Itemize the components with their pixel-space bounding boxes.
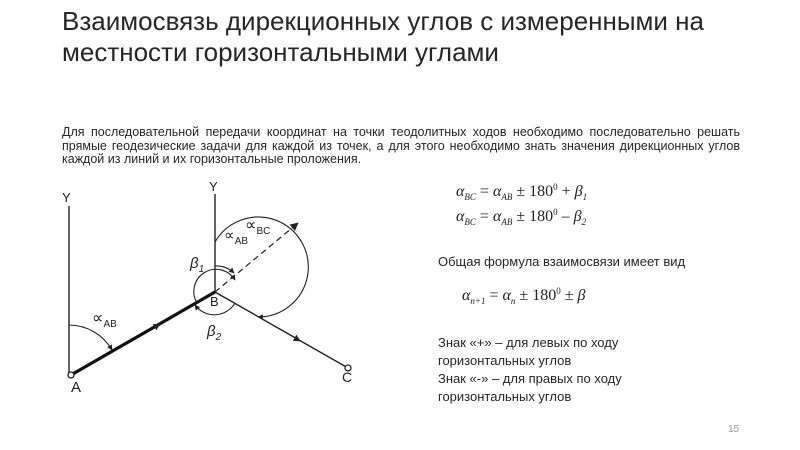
angle-alpha-bc-label: $\propto_{BC}$	[245, 217, 271, 237]
general-formula-label: Общая формула взаимосвязи имеет вид	[438, 254, 686, 269]
point-c-label: C	[342, 369, 353, 385]
formula-right-angle: $\alpha_{BC} = \alpha_{AB} \pm 180^0 - \beta_2$	[456, 207, 587, 227]
beta1-label: $\beta_1$	[190, 255, 205, 275]
sign-notes	[438, 334, 698, 406]
angle-alpha-ab-at-b-label: $\propto_{AB}$	[224, 227, 249, 247]
point-b-label: B	[210, 294, 219, 309]
point-a-marker	[68, 372, 74, 378]
axis-y-left-label: Y	[62, 190, 71, 205]
traverse-diagram	[52, 180, 392, 398]
direction-arrow-ab	[122, 324, 160, 346]
beta2-label: $\beta_2$	[207, 323, 222, 343]
sign-minus-note: Знак «-» – для правых по ходу горизонтальных углов	[438, 371, 622, 404]
direction-arrow-bc	[280, 329, 300, 341]
intro-paragraph: Для последовательной передачи координат на точки теодолитных ходов необходимо последовательно решать прямые геодезические задачи для каждой из точек, а для этого необходимо знать значения дирекционных углов каждой из линий и их горизонтальные проложения.	[62, 125, 740, 166]
slide-title: Взаимосвязь дирекционных углов с измеренными на местности горизонтальными углами	[62, 6, 705, 67]
point-a-label: A	[71, 379, 82, 396]
formula-general: $\alpha_{n+1} = \alpha_n \pm 180^0 \pm \beta$	[462, 286, 586, 306]
page-number: 15	[728, 424, 740, 435]
angle-alpha-ab-label: $\propto_{AB}$	[92, 310, 117, 330]
axis-y-right-label: Y	[209, 180, 218, 194]
sign-plus-note: Знак «+» – для левых по ходу горизонтальных углов	[438, 335, 619, 368]
formula-left-angle: $\alpha_{BC} = \alpha_{AB} \pm 180^0 + \beta_1$	[456, 182, 588, 202]
